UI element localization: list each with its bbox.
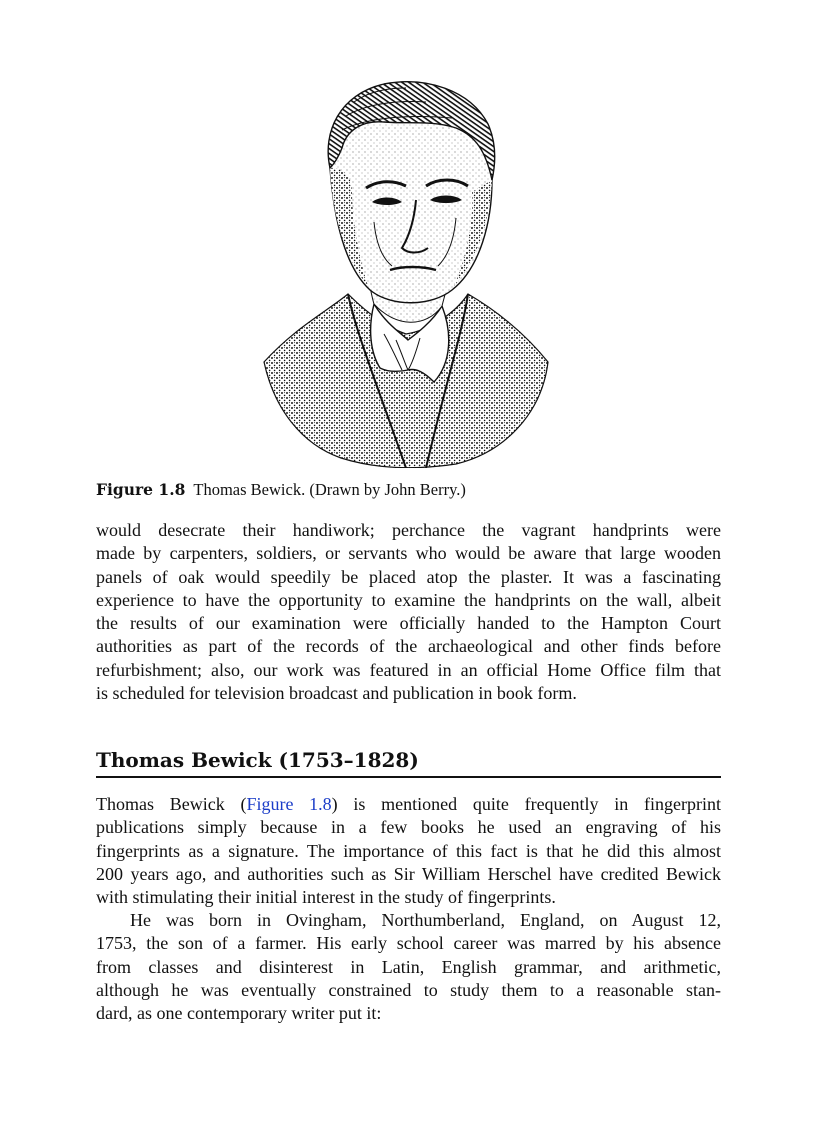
figure-label: Figure 1.8 [96,480,186,499]
portrait-figure [256,72,556,468]
heading-rule [96,776,721,778]
figure-caption [96,480,721,500]
paragraph-bewick-birth [96,909,721,1025]
paragraph-line: experience to have the opportunity to examine the handprints on the wall, albeit [96,589,721,610]
paragraph-line: from classes and disinterest in Latin, English grammar, and arithmetic, [96,956,721,977]
figure-caption-text: Thomas Bewick. (Drawn by John Berry.) [193,480,466,499]
paragraph-line: although he was eventually constrained to study them to a reasonable stan- [96,979,721,1000]
paragraph-line: would desecrate their handiwork; perchance the vagrant handprints were [96,520,721,540]
figure-reference-link[interactable]: Figure 1.8 [246,794,332,814]
section-heading: Thomas Bewick (1753–1828) [96,748,419,772]
paragraph-bewick-intro [96,793,721,909]
paragraph-line: 1753, the son of a farmer. His early school career was marred by his absence [96,933,721,954]
paragraph-line: He was born in Ovingham, Northumberland, England, on August 12, [130,910,721,930]
paragraph-line: authorities as part of the records of the archaeological and other finds before [96,636,721,657]
paragraph-line: made by carpenters, soldiers, or servants who would be aware that large wooden [96,543,721,564]
book-page [96,0,721,1123]
text-segment: Thomas Bewick ( [96,794,247,814]
paragraph-line: the results of our examination were officially handed to the Hampton Court [96,613,721,634]
paragraph-line: panels of oak would speedily be placed atop the plaster. It was a fascinating [96,566,721,587]
portrait-engraving [256,72,556,468]
paragraph-line: is scheduled for television broadcast and publication in book form. [96,683,577,704]
paragraph-hampton-court [96,519,721,705]
text-segment: ) is mentioned quite frequently in fingerprint [331,794,721,814]
paragraph-line: refurbishment; also, our work was featured in an official Home Office film that [96,659,721,680]
paragraph-line: with stimulating their initial interest in the study of fingerprints. [96,887,556,908]
paragraph-line: fingerprints as a signature. The importance of this fact is that he did this almost [96,840,721,861]
paragraph-line: 200 years ago, and authorities such as Sir William Herschel have credited Bewick [96,863,721,884]
paragraph-line: publications simply because in a few books he used an engraving of his [96,817,721,838]
paragraph-line [96,793,721,816]
paragraph-line: dard, as one contemporary writer put it: [96,1003,382,1024]
